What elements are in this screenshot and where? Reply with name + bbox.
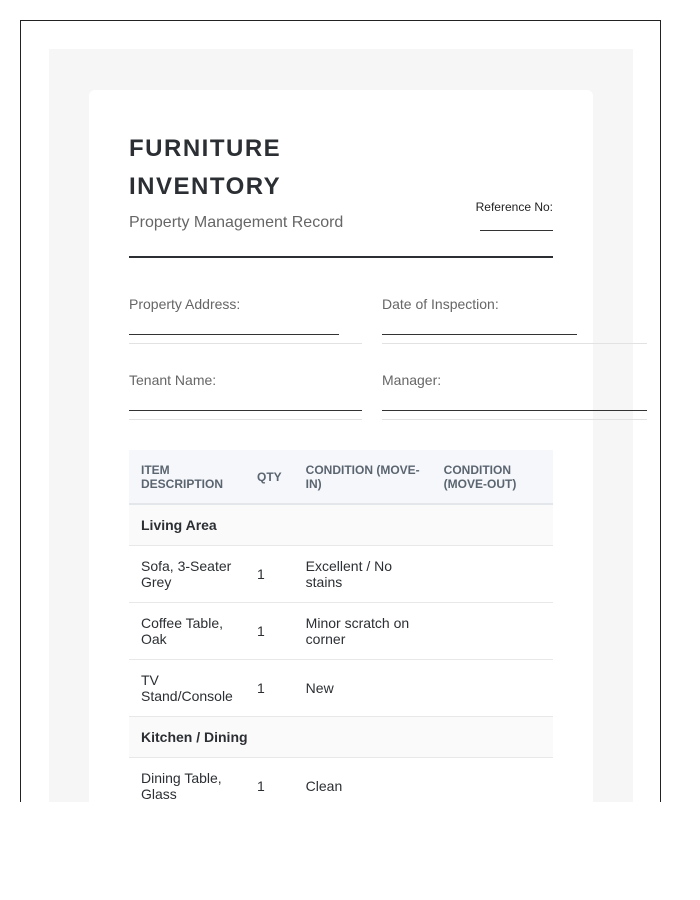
tenant-name-label: Tenant Name: (129, 372, 217, 388)
page-frame (20, 20, 661, 802)
condition-move-out-cell[interactable] (432, 546, 553, 603)
item-description-cell: Dining Table, Glass (129, 758, 245, 803)
item-description-cell: Sofa, 3-Seater Grey (129, 546, 245, 603)
section-row (129, 504, 553, 546)
item-description-cell: Coffee Table, Oak (129, 603, 245, 660)
section-label-kitchen-dining: Kitchen / Dining (129, 717, 553, 758)
date-of-inspection-field[interactable] (382, 334, 577, 335)
table-row (129, 546, 553, 603)
document-background (49, 49, 633, 802)
field-divider (129, 419, 362, 420)
column-header-condition-move-out: CONDITION (MOVE-OUT) (432, 450, 553, 504)
field-divider (382, 343, 647, 344)
property-address-field[interactable] (129, 334, 339, 335)
condition-move-out-cell[interactable] (432, 758, 553, 803)
manager-label: Manager: (382, 372, 442, 388)
tenant-name-field[interactable] (129, 410, 362, 411)
table-header-row (129, 450, 553, 504)
condition-move-in-cell: Excellent / No stains (294, 546, 432, 603)
property-address-label: Property Address: (129, 296, 241, 312)
document-card (89, 90, 593, 802)
document-subtitle: Property Management Record (129, 214, 344, 231)
table-row (129, 603, 553, 660)
condition-move-out-cell[interactable] (432, 603, 553, 660)
qty-cell: 1 (245, 758, 294, 803)
item-description-cell: TV Stand/Console (129, 660, 245, 717)
table-row (129, 758, 553, 803)
condition-move-in-cell: Minor scratch on corner (294, 603, 432, 660)
field-divider (129, 343, 362, 344)
reference-number-label: Reference No: (475, 200, 553, 214)
qty-cell: 1 (245, 546, 294, 603)
column-header-qty: QTY (245, 450, 294, 504)
inventory-table (129, 450, 553, 802)
manager-field[interactable] (382, 410, 647, 411)
condition-move-out-cell[interactable] (432, 660, 553, 717)
document-title: FURNITURE INVENTORY (129, 135, 282, 200)
table-row (129, 660, 553, 717)
section-label-living-area: Living Area (129, 504, 553, 546)
qty-cell: 1 (245, 660, 294, 717)
section-row (129, 717, 553, 758)
field-divider (382, 419, 647, 420)
qty-cell: 1 (245, 603, 294, 660)
date-of-inspection-label: Date of Inspection: (382, 296, 499, 312)
reference-number-field[interactable] (480, 230, 553, 231)
condition-move-in-cell: Clean (294, 758, 432, 803)
column-header-item-description: ITEM DESCRIPTION (129, 450, 245, 504)
column-header-condition-move-in: CONDITION (MOVE-IN) (294, 450, 432, 504)
condition-move-in-cell: New (294, 660, 432, 717)
header-divider (129, 256, 553, 258)
